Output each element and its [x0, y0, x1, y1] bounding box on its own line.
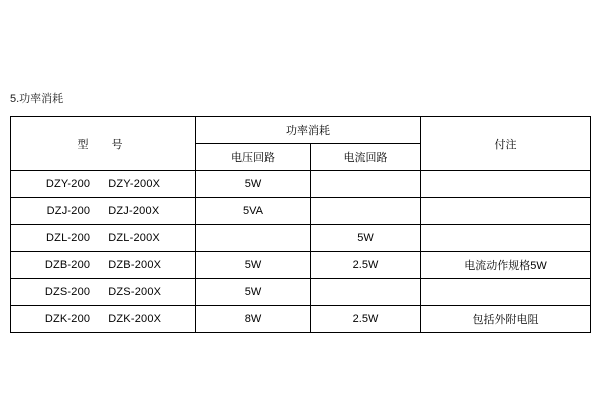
model-code-b: DZJ-200X [108, 205, 160, 217]
model-code-a: DZK-200 [44, 313, 91, 325]
table-row [11, 306, 591, 333]
cell-remark: 包括外附电阻 [421, 306, 591, 333]
cell-current [311, 279, 421, 306]
table-row [11, 252, 591, 279]
model-code-b: DZK-200X [108, 313, 162, 325]
header-remark: 付注 [421, 117, 591, 171]
model-code-a: DZY-200 [45, 178, 91, 190]
cell-voltage: 8W [196, 306, 311, 333]
cell-model [11, 225, 196, 252]
cell-model [11, 279, 196, 306]
cell-remark [421, 198, 591, 225]
model-code-a: DZJ-200 [46, 205, 91, 217]
cell-voltage: 5VA [196, 198, 311, 225]
table-row [11, 279, 591, 306]
header-model: 型 号 [11, 117, 196, 171]
power-consumption-table-wrapper [10, 116, 590, 333]
power-consumption-table [10, 116, 591, 333]
cell-current: 2.5W [311, 306, 421, 333]
model-code-b: DZS-200X [108, 286, 162, 298]
section-heading: 5.功率消耗 [10, 93, 64, 105]
cell-voltage: 5W [196, 252, 311, 279]
cell-model [11, 306, 196, 333]
table-header-row-1 [11, 117, 591, 144]
table-row [11, 171, 591, 198]
model-code-a: DZB-200 [44, 259, 91, 271]
cell-current: 2.5W [311, 252, 421, 279]
cell-remark [421, 279, 591, 306]
cell-model [11, 171, 196, 198]
cell-current: 5W [311, 225, 421, 252]
model-code-b: DZL-200X [108, 232, 160, 244]
model-code-a: DZS-200 [44, 286, 91, 298]
cell-voltage: 5W [196, 279, 311, 306]
cell-remark [421, 171, 591, 198]
header-current-circuit: 电流回路 [311, 144, 421, 171]
table-row [11, 198, 591, 225]
cell-current [311, 198, 421, 225]
header-power-consumption: 功率消耗 [196, 117, 421, 144]
model-code-b: DZB-200X [108, 259, 162, 271]
cell-current [311, 171, 421, 198]
table-row [11, 225, 591, 252]
cell-voltage: 5W [196, 171, 311, 198]
cell-voltage [196, 225, 311, 252]
cell-model [11, 252, 196, 279]
cell-remark [421, 225, 591, 252]
cell-model [11, 198, 196, 225]
cell-remark: 电流动作规格5W [421, 252, 591, 279]
model-code-b: DZY-200X [108, 178, 161, 190]
header-voltage-circuit: 电压回路 [196, 144, 311, 171]
model-code-a: DZL-200 [46, 232, 91, 244]
